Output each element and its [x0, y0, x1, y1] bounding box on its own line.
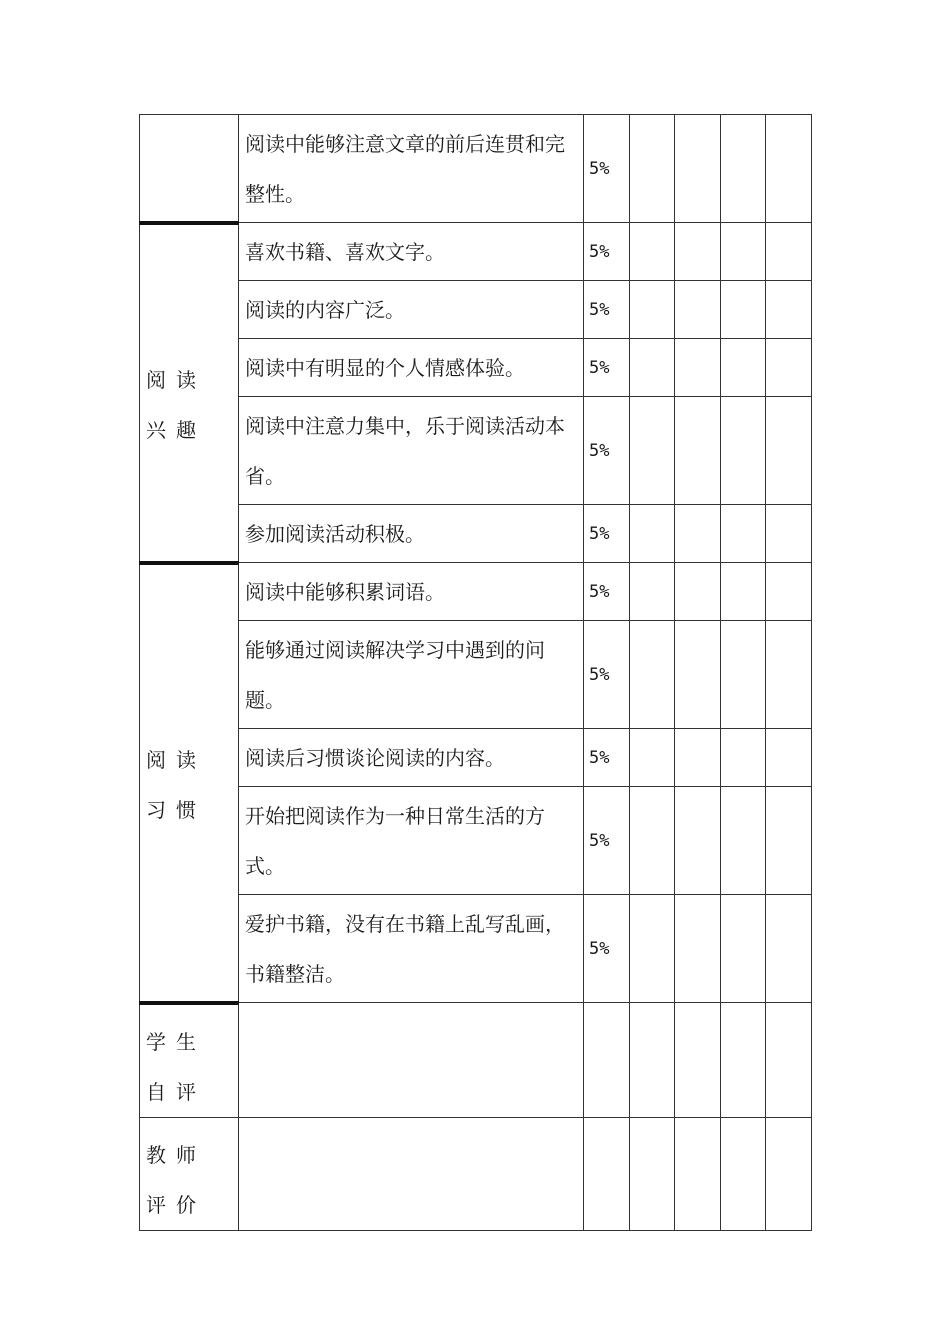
weight-cell: 5%	[584, 505, 630, 563]
score-cell	[630, 563, 675, 621]
score-cell	[675, 1117, 721, 1230]
criterion-cell: 开始把阅读作为一种日常生活的方式。	[239, 787, 584, 895]
score-cell	[766, 787, 812, 895]
criterion-cell: 阅读中能够积累词语。	[239, 563, 584, 621]
weight-cell: 5%	[584, 621, 630, 729]
score-cell	[721, 787, 766, 895]
table-row	[140, 621, 812, 729]
score-cell	[721, 895, 766, 1003]
weight-cell: 5%	[584, 895, 630, 1003]
score-cell	[766, 895, 812, 1003]
score-cell	[630, 1003, 675, 1118]
criterion-cell: 阅读中有明显的个人情感体验。	[239, 339, 584, 397]
weight-cell: 5%	[584, 729, 630, 787]
score-cell	[721, 729, 766, 787]
weight-cell: 5%	[584, 115, 630, 223]
score-cell	[766, 729, 812, 787]
score-cell	[675, 115, 721, 223]
score-cell	[630, 115, 675, 223]
category-cell-teacher-evaluation: 教师评价	[140, 1117, 239, 1230]
criterion-cell: 阅读的内容广泛。	[239, 281, 584, 339]
score-cell	[766, 397, 812, 505]
score-cell	[721, 1003, 766, 1118]
score-cell	[630, 397, 675, 505]
score-cell	[721, 1117, 766, 1230]
score-cell	[630, 223, 675, 281]
score-cell	[675, 729, 721, 787]
score-cell	[721, 115, 766, 223]
table-row	[140, 787, 812, 895]
score-cell	[675, 339, 721, 397]
score-cell	[766, 621, 812, 729]
weight-cell: 5%	[584, 281, 630, 339]
score-cell	[721, 621, 766, 729]
score-cell	[675, 505, 721, 563]
score-cell	[630, 787, 675, 895]
table-row	[140, 729, 812, 787]
criterion-cell: 参加阅读活动积极。	[239, 505, 584, 563]
score-cell	[630, 339, 675, 397]
table-row	[140, 397, 812, 505]
score-cell	[675, 223, 721, 281]
score-cell	[675, 787, 721, 895]
score-cell	[721, 563, 766, 621]
score-cell	[766, 505, 812, 563]
score-cell	[721, 223, 766, 281]
score-cell	[766, 563, 812, 621]
criterion-cell: 喜欢书籍、喜欢文字。	[239, 223, 584, 281]
score-cell	[721, 397, 766, 505]
score-cell	[630, 281, 675, 339]
comment-cell	[239, 1117, 584, 1230]
score-cell	[721, 339, 766, 397]
score-cell	[766, 223, 812, 281]
score-cell	[675, 281, 721, 339]
score-cell	[766, 115, 812, 223]
score-cell	[675, 563, 721, 621]
score-cell	[721, 505, 766, 563]
table-row	[140, 895, 812, 1003]
weight-cell: 5%	[584, 787, 630, 895]
score-cell	[630, 895, 675, 1003]
reading-evaluation-table	[139, 114, 812, 1231]
criterion-cell: 阅读后习惯谈论阅读的内容。	[239, 729, 584, 787]
score-cell	[630, 621, 675, 729]
score-cell	[675, 895, 721, 1003]
score-cell	[630, 1117, 675, 1230]
weight-cell: 5%	[584, 397, 630, 505]
score-cell	[766, 339, 812, 397]
criterion-cell: 阅读中注意力集中，乐于阅读活动本省。	[239, 397, 584, 505]
score-cell	[766, 1117, 812, 1230]
table-row	[140, 563, 812, 621]
table-row	[140, 115, 812, 223]
weight-cell	[584, 1117, 630, 1230]
score-cell	[675, 397, 721, 505]
category-cell-student-self-evaluation: 学生自评	[140, 1003, 239, 1118]
table-row	[140, 1117, 812, 1230]
score-cell	[766, 281, 812, 339]
table-row	[140, 281, 812, 339]
score-cell	[675, 621, 721, 729]
category-cell-reading-habit: 阅读习惯	[140, 563, 239, 1003]
criterion-cell: 能够通过阅读解决学习中遇到的问题。	[239, 621, 584, 729]
score-cell	[630, 505, 675, 563]
category-cell-continued	[140, 115, 239, 223]
score-cell	[766, 1003, 812, 1118]
table-row	[140, 505, 812, 563]
criterion-cell: 爱护书籍，没有在书籍上乱写乱画，书籍整洁。	[239, 895, 584, 1003]
table-row	[140, 223, 812, 281]
score-cell	[630, 729, 675, 787]
weight-cell: 5%	[584, 223, 630, 281]
weight-cell	[584, 1003, 630, 1118]
weight-cell: 5%	[584, 563, 630, 621]
criterion-cell: 阅读中能够注意文章的前后连贯和完整性。	[239, 115, 584, 223]
score-cell	[721, 281, 766, 339]
score-cell	[675, 1003, 721, 1118]
category-cell-reading-interest: 阅读兴趣	[140, 223, 239, 563]
weight-cell: 5%	[584, 339, 630, 397]
comment-cell	[239, 1003, 584, 1118]
table-row	[140, 339, 812, 397]
table-row	[140, 1003, 812, 1118]
